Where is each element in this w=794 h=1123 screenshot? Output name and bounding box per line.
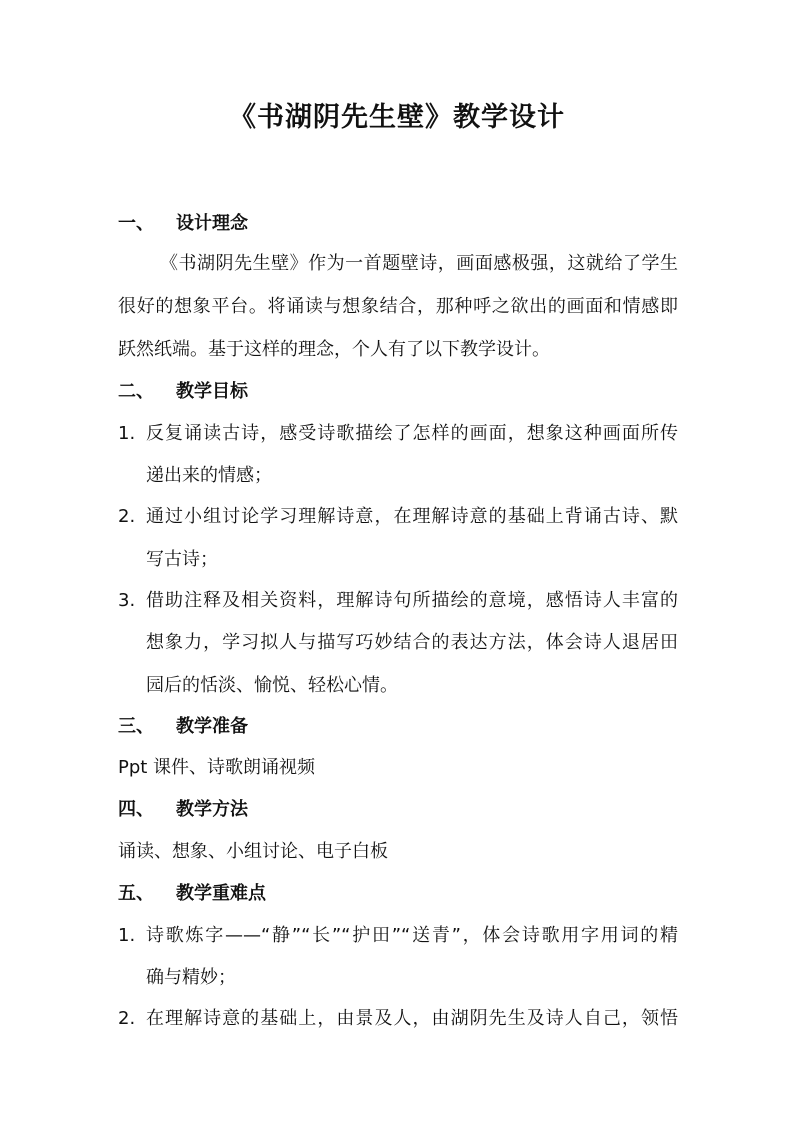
- section-number: 五、: [118, 883, 154, 904]
- section-number: 四、: [118, 799, 154, 820]
- list-item-line: 递出来的情感；: [146, 465, 272, 486]
- paragraph-line: 《书湖阴先生壁》作为一首题壁诗，画面感极强，这就给了学生: [160, 253, 678, 274]
- section-number: 三、: [118, 716, 154, 737]
- document-title: 《书湖阴先生壁》教学设计: [229, 102, 565, 133]
- section-title: 教学重难点: [176, 883, 266, 904]
- list-item-line: 诗歌炼字——“静”“长”“护田”“送青”，体会诗歌用字用词的精: [146, 925, 678, 946]
- list-item-line: 反复诵读古诗，感受诗歌描绘了怎样的画面，想象这种画面所传: [146, 423, 678, 444]
- list-item-line: 写古诗；: [146, 549, 218, 570]
- section-title: 教学方法: [176, 799, 248, 820]
- list-item-line: 在理解诗意的基础上，由景及人，由湖阴先生及诗人自己，领悟: [146, 1008, 678, 1029]
- section-number: 一、: [118, 213, 154, 234]
- section-text: 诵读、想象、小组讨论、电子白板: [118, 841, 388, 862]
- section-number: 二、: [118, 381, 154, 402]
- list-item-line: 借助注释及相关资料，理解诗句所描绘的意境，感悟诗人丰富的: [146, 590, 678, 611]
- list-number: 3.: [118, 590, 136, 611]
- section-text: Ppt 课件、诗歌朗诵视频: [118, 757, 316, 778]
- paragraph-line: 很好的想象平台。将诵读与想象结合，那种呼之欲出的画面和情感即: [118, 296, 678, 317]
- list-number: 1.: [118, 423, 136, 444]
- list-number: 2.: [118, 506, 136, 527]
- section-title: 教学准备: [176, 716, 248, 737]
- section-title: 设计理念: [176, 213, 248, 234]
- list-item-line: 园后的恬淡、愉悦、轻松心情。: [146, 675, 398, 696]
- list-number: 2.: [118, 1008, 136, 1029]
- paragraph-line: 跃然纸端。基于这样的理念，个人有了以下教学设计。: [118, 339, 550, 360]
- section-title: 教学目标: [176, 381, 248, 402]
- list-item-line: 想象力，学习拟人与描写巧妙结合的表达方法，体会诗人退居田: [146, 632, 678, 653]
- list-item-line: 确与精妙；: [146, 967, 236, 988]
- list-number: 1.: [118, 925, 136, 946]
- list-item-line: 通过小组讨论学习理解诗意，在理解诗意的基础上背诵古诗、默: [146, 506, 678, 527]
